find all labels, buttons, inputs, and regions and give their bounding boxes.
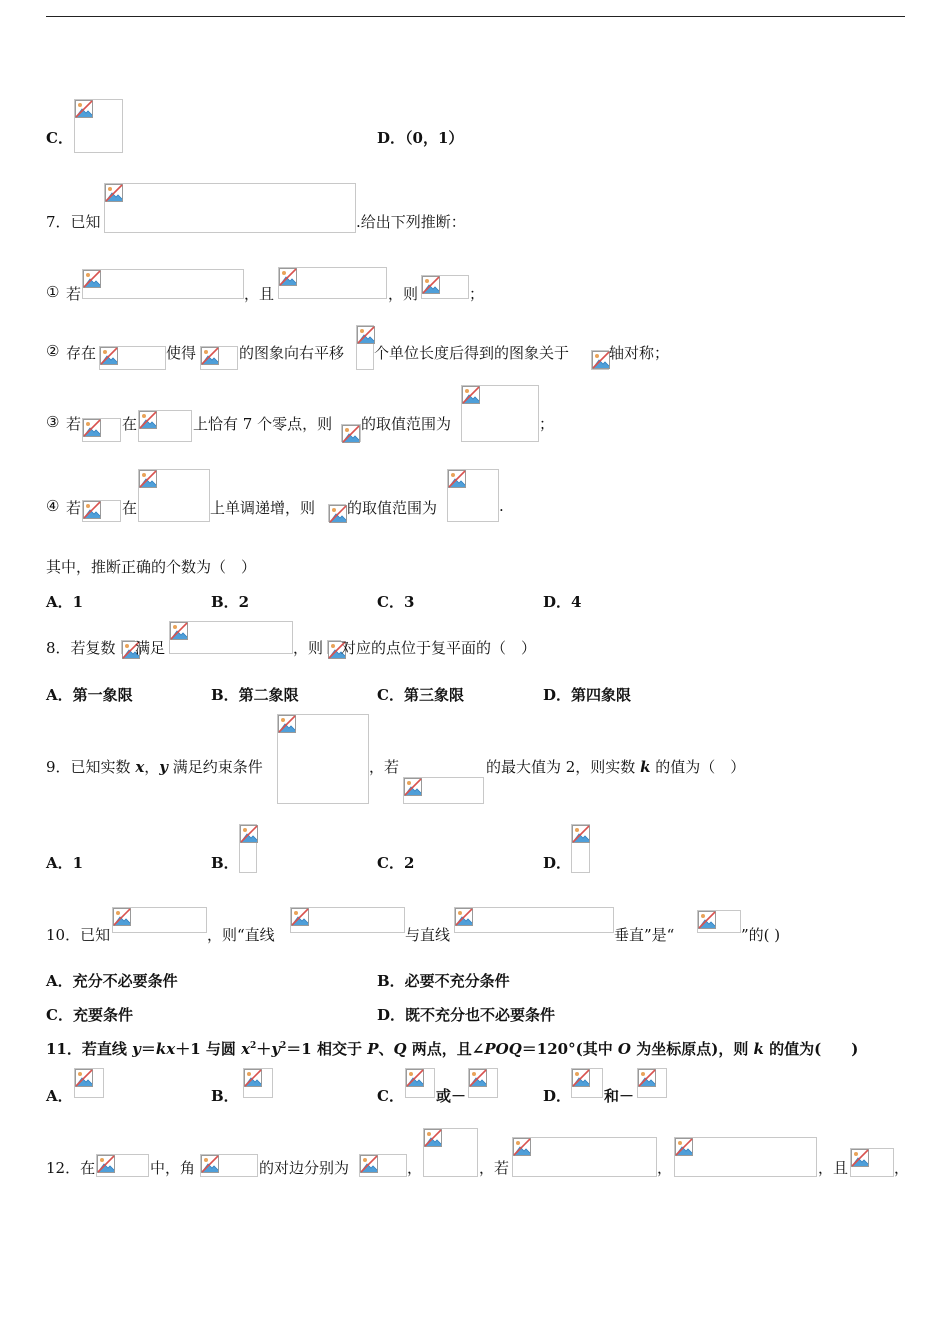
q11-option-c-or: 或－ [436, 1087, 467, 1105]
q12-image7 [850, 1148, 894, 1177]
q12-text5: ，若 [479, 1159, 510, 1177]
q8-text4: 对应的点位于复平面的（ ） [341, 639, 537, 657]
q9-text4: 的最大值为 2，则实数 [486, 758, 641, 776]
q7-item4-text2: 在 [122, 499, 138, 517]
q11-Q: Q [393, 1040, 407, 1058]
q7-item1-mark: ① [46, 283, 60, 301]
q7-option-a: A．1 [46, 593, 84, 611]
q6-option-d-text: （0，1） [405, 129, 464, 147]
q7-item2-text4: 个单位长度后得到的图象关于 [374, 344, 570, 362]
q8-image2 [169, 621, 293, 654]
q10-image4 [697, 910, 741, 933]
q8-image3 [327, 640, 341, 654]
q7-item3-image2 [138, 410, 192, 442]
q9-option-a: A．1 [46, 854, 84, 872]
q9-text2: 满足约束条件 [168, 758, 263, 776]
q11-option-d-and: 和－ [604, 1087, 635, 1105]
q8-text3: ，则 [293, 639, 324, 657]
q12-image1 [96, 1154, 149, 1177]
q12-text3: 的对边分别为 [259, 1159, 350, 1177]
q7-item4-text1: 若 [66, 499, 82, 517]
q7-formula-image [104, 183, 356, 233]
q7-item2-image4 [591, 350, 609, 370]
q10-option-a: A．充分不必要条件 [46, 972, 178, 990]
q6-option-c-image [74, 99, 123, 153]
q7-item1-image3 [421, 275, 469, 299]
q7-item4-text3: 上单调递增，则 [210, 499, 316, 517]
q9-option-b-image [239, 824, 257, 873]
q11-option-b-label: B． [211, 1087, 239, 1105]
q7-item3-text2: 在 [122, 415, 138, 433]
q7-option-d: D．4 [543, 593, 582, 611]
q8-option-b: B．第二象限 [211, 686, 299, 704]
q7-item2-image1 [99, 346, 166, 370]
q8-text1: 8．若复数 [46, 639, 116, 657]
q9-stem-end [486, 756, 745, 777]
q11-option-a-image [74, 1068, 104, 1098]
q7-prefix: 7．已知 [46, 213, 101, 231]
q7-suffix: .给出下列推断： [356, 213, 466, 231]
q7-item3-text3: 上恰有 7 个零点，则 [193, 415, 333, 433]
q9-var-x: x [135, 758, 145, 776]
q10-option-c: C．充要条件 [46, 1006, 133, 1024]
q9-var-k: k [640, 758, 651, 776]
q10-text1: 10．已知 [46, 926, 111, 944]
q11-t10: 的值为( ) [763, 1040, 859, 1058]
q11-t7: 两点，且∠ [406, 1040, 485, 1058]
q11-eq1: y [132, 1040, 141, 1058]
q7-item2-text3: 的图象向右平移 [239, 344, 345, 362]
q12-text6: ， [657, 1159, 673, 1177]
q11-O: O [617, 1040, 631, 1058]
q11-eq4: y [271, 1040, 281, 1058]
q12-text7: ，且 [818, 1159, 849, 1177]
q11-option-d-label: D． [543, 1087, 572, 1105]
q11-t2: ＝ [140, 1040, 156, 1058]
q11-t9: 为坐标原点)，则 [631, 1040, 754, 1058]
q11-option-c-image2 [468, 1068, 498, 1098]
q9-constraint-image [277, 714, 369, 804]
q12-image5 [512, 1137, 657, 1177]
q9-text5: 的值为（ ） [650, 758, 746, 776]
q12-image3 [359, 1154, 407, 1177]
q11-t6: 、 [378, 1040, 394, 1058]
q9-text3: ，若 [369, 758, 400, 776]
q7-item2-text1: 存在 [66, 344, 97, 362]
q12-text2: 中，角 [150, 1159, 196, 1177]
q10-image2 [290, 907, 405, 933]
q7-item4-image1 [82, 500, 121, 522]
q9-var-y: y [159, 758, 168, 776]
q11-option-d-image1 [571, 1068, 603, 1098]
q11-eq3: x [241, 1040, 251, 1058]
q7-item1-text3: ，则 [388, 285, 419, 303]
q7-item1-text1: 若 [66, 285, 82, 303]
q8-image1 [121, 640, 135, 654]
q6-option-d-label: D． [377, 129, 406, 147]
q7-item3-text1: 若 [66, 415, 82, 433]
q11-option-a-label: A． [46, 1087, 73, 1105]
q9-stem-start [46, 756, 263, 777]
q6-option-c-label: C． [46, 129, 73, 147]
q7-item3-image3 [341, 424, 361, 442]
q7-item3-text4: 的取值范围为 [361, 415, 452, 433]
q7-item4-image4 [447, 469, 499, 522]
q7-item2-image3 [356, 325, 374, 370]
q7-option-c: C．3 [377, 593, 415, 611]
q7-item3-image4 [461, 385, 539, 442]
q9-option-d-label: D． [543, 854, 572, 872]
q10-image3 [454, 907, 614, 933]
q11-t8: ＝120°(其中 [521, 1040, 618, 1058]
q10-text5: ”的( ) [741, 926, 781, 944]
q11-POQ: POQ [484, 1040, 522, 1058]
q12-image2 [200, 1154, 258, 1177]
q9-option-b-label: B． [211, 854, 239, 872]
q7-question: 其中，推断正确的个数为（ ） [46, 558, 257, 576]
q11-P: P [367, 1040, 379, 1058]
q11-stem [46, 1038, 858, 1059]
q11-t1: 11．若直线 [46, 1040, 133, 1058]
q7-option-b: B．2 [211, 593, 250, 611]
q10-image1 [112, 907, 207, 933]
q11-k: k [753, 1040, 764, 1058]
q10-text4: 垂直”是“ [614, 926, 675, 944]
q7-item4-text5: . [499, 497, 504, 515]
header-rule [46, 16, 905, 17]
q7-item3-image1 [82, 418, 121, 442]
q7-item1-image1 [82, 269, 244, 299]
q12-text1: 12．在 [46, 1159, 96, 1177]
q7-item1-text2: ，且 [244, 285, 275, 303]
q11-option-c-label: C． [377, 1087, 404, 1105]
q8-option-d: D．第四象限 [543, 686, 632, 704]
q7-item4-image2 [138, 469, 210, 522]
q7-item1-text4: ； [469, 285, 485, 303]
q9-option-c: C．2 [377, 854, 415, 872]
q9-comma: ， [144, 758, 160, 776]
q6-option-d [377, 127, 463, 148]
q11-t5: ＝1 相交于 [286, 1040, 368, 1058]
q11-option-c-image1 [405, 1068, 435, 1098]
q12-image4 [423, 1128, 478, 1177]
q10-text3: 与直线 [405, 926, 451, 944]
q10-text2: ，则“直线 [207, 926, 275, 944]
q11-eq2: kx [155, 1040, 176, 1058]
q8-option-a: A．第一象限 [46, 686, 133, 704]
q7-item3-mark: ③ [46, 413, 60, 431]
q7-item2-mark: ② [46, 342, 60, 360]
q7-item3-text5: ； [539, 415, 555, 433]
q7-item2-image2 [200, 346, 238, 370]
q10-option-b: B．必要不充分条件 [377, 972, 510, 990]
q11-option-b-image [243, 1068, 273, 1098]
q12-text8: ， [894, 1159, 910, 1177]
q12-text4: ， [407, 1159, 423, 1177]
q11-sup2: 2 [280, 1041, 287, 1051]
q9-objective-image [403, 777, 484, 804]
q7-item2-text2: 使得 [166, 344, 197, 362]
q10-option-d: D．既不充分也不必要条件 [377, 1006, 556, 1024]
q7-item4-text4: 的取值范围为 [347, 499, 438, 517]
q8-text2: 满足 [135, 639, 166, 657]
q12-image6 [674, 1137, 817, 1177]
q11-option-d-image2 [637, 1068, 667, 1098]
q11-t4: ＋ [256, 1040, 272, 1058]
q9-text1: 9．已知实数 [46, 758, 136, 776]
q7-item4-mark: ④ [46, 497, 60, 515]
q7-item2-text5: 轴对称； [609, 344, 670, 362]
q11-sup1: 2 [250, 1041, 257, 1051]
q7-item1-image2 [278, 267, 387, 299]
q7-item4-image3 [328, 504, 346, 522]
q9-option-d-image [571, 824, 590, 873]
q11-t3: ＋1 与圆 [175, 1040, 242, 1058]
q8-option-c: C．第三象限 [377, 686, 464, 704]
